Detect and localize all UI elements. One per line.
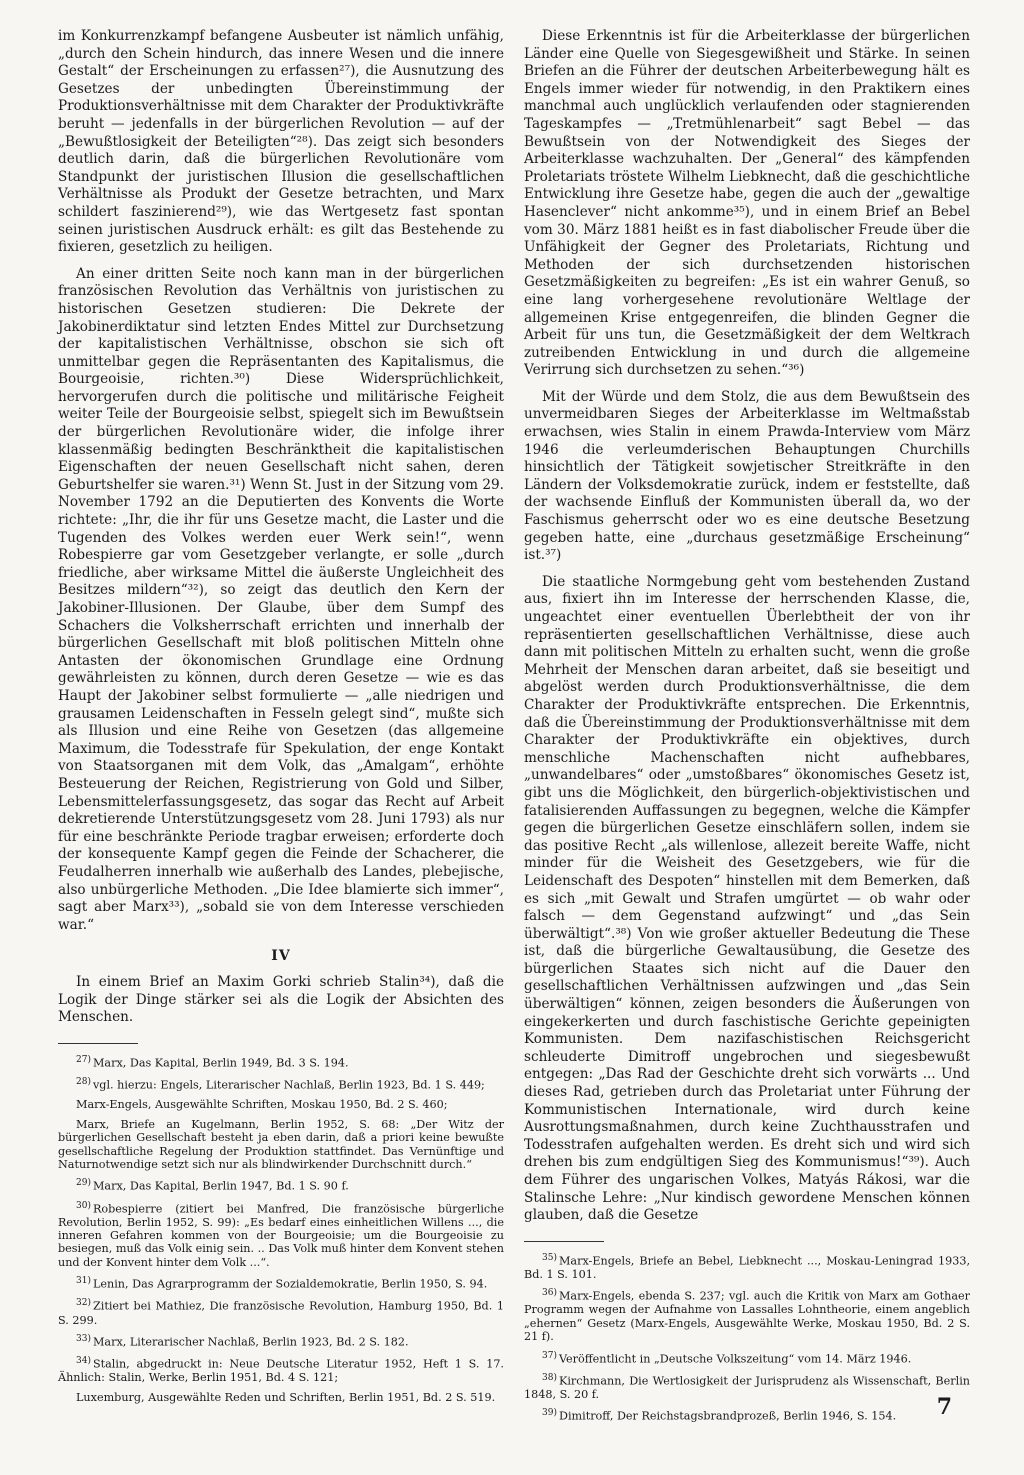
footnote: Marx-Engels, Ausgewählte Schriften, Moskau 1950, Bd. 2 S. 460; [76, 1098, 448, 1112]
footnote: $^{32)}$ Zitiert bei Mathiez, Die französische Revolution, Hamburg 1950, Bd. 1 S. 299. [58, 1298, 504, 1327]
body-paragraph: An einer dritten Seite noch kann man in der bürgerlichen französischen Revolution das Verhältnis von juristischen zu historischen Gesetzen studieren: Die Dekrete der Jakobinerdiktatur sind letzten Endes Mittel zur Durchsetzung der kapitalistischen Verhältnisse, obschon sie sich oft unmittelbar gegen die Repräsentanten des Kapitalismus, die Bourgeoisie, richten.³⁰) Diese Widersprüchlichkeit, hervorgerufen durch die politische und militärische Feigheit weiter Teile der Bourgeoisie selbst, spiegelt sich im Bewußtsein der bürgerlichen Revolutionäre wider, die infolge ihrer klassenmäßig bedingten Beschränktheit die kapitalistischen Eigenschaften der neuen Gesellschaft nicht sahen, deren Geburtshelfer sie waren.³¹) Wenn St. Just in der Sitzung vom 29. November 1792 an die Deputierten des Konvents die Worte richtete: „Ihr, die ihr für uns Gesetze macht, die Laster und die Tugenden des Volkes werden euer Werk sein!“, wenn Robespierre gar vom Gesetzgeber verlangte, er solle „durch friedliche, aber wirksame Mittel die äußerste Ungleichheit des Besitzes mildern“³²), so zeigt das deutlich den Kern der Jakobiner-Illusionen. Der Glaube, über dem Sumpf des Schachers die Volksherrschaft errichten und innerhalb der bürgerlichen Gesellschaft mit bloß politischen Mitteln ohne Antasten der ökonomischen Grundlage eine Ordnung gewährleisten zu können, durch deren Gesetze — wie es das Haupt der Jakobiner selbst formulierte — „alle niedrigen und grausamen Leidenschaften in Fesseln gelegt sind“, mußte sich als Illusion und eine Reihe von Gesetzen (das allgemeine Maximum, die Todesstrafe für Spekulation, der enge Kontakt von Staatsorganen mit dem Volk, das „Amalgam“, erhöhte Besteuerung der Reichen, Registrierung von Gold und Silber, Lebensmittelerfassungsgesetz, das sogar das Recht auf Arbeit dekretierende Unterstützungsgesetz vom 28. Juni 1793) als nur für eine beschränkte Periode tragbar erweisen; erforderte doch der konsequente Kampf gegen die Feinde der Schacherer, die Feudalherren innerhalb wie außerhalb des Landes, plebejische, also unbürgerliche Methoden. „Die Idee blamierte sich immer“, sagt aber Marx³³), „sobald sie von dem Interesse verschieden war.“ [58, 265, 504, 933]
footnotes-right [524, 1252, 970, 1424]
body-paragraph: Diese Erkenntnis ist für die Arbeiterklasse der bürgerlichen Länder eine Quelle von Siegesgewißheit und Stärke. In seinen Briefen an die Führer der deutschen Arbeiterbewegung hält es Engels immer wieder für notwendig, in den Praktikern eines manchmal auch unglücklich verlaufenden oder stagnierenden Tageskampfes — „Tretmühlenarbeit“ sagt Bebel — das Bewußtsein von der Notwendigkeit des Sieges der Arbeiterklasse wachzuhalten. Der „General“ des kämpfenden Proletariats tröstete Wilhelm Liebknecht, daß die geschichtliche Entwicklung ihre Gesetze habe, gegen die auch der „gewaltige Hasenclever“ nicht ankomme³⁵), und in einem Brief an Bebel vom 30. März 1881 heißt es in fast diabolischer Freude über die Unfähigkeit der Gegner des Proletariats, Richtung und Methoden der sich durchsetzenden historischen Gesetzmäßigkeiten zu begreifen: „Es ist ein wahrer Genuß, so eine lang vorhergesehene revolutionäre Weltlage der allgemeinen Krise entgegenreifen, die blinden Gegner die Arbeit für uns tun, die Gesetzmäßigkeit der dem Weltkrach zutreibenden Entwicklung in und durch die allgemeine Verirrung sich durchsetzen zu sehen.“³⁶) [524, 28, 970, 379]
section-heading: IV [271, 948, 291, 965]
body-paragraph: Die staatliche Normgebung geht vom bestehenden Zustand aus, fixiert ihn im Interesse der herrschenden Klasse, die, ungeachtet einer eventuellen Überlebtheit der von ihr repräsentierten gesellschaftlichen Verhältnisse, diese auch dann mit politischen Mitteln zu erhalten sucht, wenn die große Mehrheit der Menschen daran arbeitet, daß sie beseitigt und abgelöst werden durch Produktionsverhältnisse, die dem Charakter der Produktivkräfte entsprechen. Die Erkenntnis, daß die Übereinstimmung der Produktionsverhältnisse mit dem Charakter der Produktivkräfte ein objektives, durch menschliche Machenschaften nicht aufhebbares, „unwandelbares“ oder „umstoßbares“ ökonomisches Gesetz ist, gibt uns die Möglichkeit, den bürgerlich-objektivistischen und fatalisierenden Auffassungen zu begegnen, welche die Kämpfer gegen die bürgerlichen Gesetze einschläfern sollen, indem sie das positive Recht „als willenlose, allezeit bereite Waffe, nicht minder für die Weisheit des Gesetzgebers, wie für die Leidenschaft des Despoten“ hinstellen mit dem Bemerken, daß es sich „mit Gewalt und Strafen umgürtet — ob wahr oder falsch — dem Gegenstand aufzwingt“ und „das Sein überwältigt“.³⁸) Von wie großer aktueller Bedeutung die These ist, daß die bürgerliche Gewaltausübung, die Gesetze des bürgerlichen Staates sich nicht auf die Dauer den gesellschaftlichen Verhältnissen aufzwingen und „das Sein überwältigen“ können, zeigen besonders die Äußerungen von eingekerkerten und durch faschistische Gerichte gepeinigten Kommunisten. Dem nazifaschistischen Reichsgericht schleuderte Dimitroff ungebrochen und siegesbewußt entgegen: „Das Rad der Geschichte dreht sich vorwärts ... Und dieses Rad, getrieben durch das Proletariat unter Führung der Kommunistischen Internationale, wird durch keine Ausrottungsmaßnahmen, durch keine Zuchthausstrafen und Todesstrafen aufgehalten werden. Es dreht sich und wird sich drehen bis zum endgültigen Sieg des Kommunismus!“³⁹). Auch dem Führer des ungarischen Volkes, Matyás Rákosi, war die Stalinsche Lehre: „Nur kindisch gewordene Menschen können glauben, daß die Gesetze [524, 573, 970, 1224]
left-column [58, 28, 504, 1410]
footnote: $^{28)}$ vgl. hierzu: Engels, Literarischer Nachlaß, Berlin 1923, Bd. 1 S. 449; [76, 1077, 485, 1092]
footnote: $^{35)}$ Marx-Engels, Briefe an Bebel, Liebknecht ..., Moskau-Leningrad 1933, Bd. 1 S. 101. [524, 1252, 970, 1281]
footnote: $^{39)}$ Dimitroff, Der Reichstagsbrandprozeß, Berlin 1946, S. 154. [542, 1408, 897, 1424]
footnote: $^{36)}$ Marx-Engels, ebenda S. 237; vgl. auch die Kritik von Marx am Gothaer Programm wegen der Aufnahme von Lassalles Lohntheorie, einem angeblich „ehernen“ Gesetz (Marx-Engels, Ausgewählte Werke, Moskau 1950, Bd. 2 S. 21 f). [524, 1288, 970, 1344]
page-number: 7 [936, 1394, 952, 1420]
right-column [524, 28, 970, 1430]
footnote: $^{37)}$ Veröffentlicht in „Deutsche Volkszeitung“ vom 14. März 1946. [542, 1350, 912, 1366]
footnote: $^{31)}$ Lenin, Das Agrarprogramm der Sozialdemokratie, Berlin 1950, S. 94. [76, 1276, 488, 1292]
footnote-divider [58, 1043, 138, 1044]
footnote: $^{30)}$ Robespierre (zitiert bei Manfred, Die französische bürgerliche Revolution, Berlin 1952, S. 99): „Es bedarf eines einheitlichen Willens ..., die inneren Gefahren kommen von der Bourgeoisie; um die Bourgeoisie zu besiegen, muß das Volk einig sein. .. Das Volk muß hinter dem Konvent stehen und der Konvent hinter dem Volk ...“. [58, 1200, 504, 1269]
footnote-divider [524, 1241, 604, 1242]
footnote: $^{38)}$ Kirchmann, Die Wertlosigkeit der Jurisprudenz als Wissenschaft, Berlin 1848, S. 20 f. [524, 1372, 970, 1401]
footnotes-left [58, 1054, 504, 1404]
footnote: $^{27)}$ Marx, Das Kapital, Berlin 1949, Bd. 3 S. 194. [76, 1055, 349, 1070]
footnote: Luxemburg, Ausgewählte Reden und Schriften, Berlin 1951, Bd. 2 S. 519. [76, 1390, 496, 1404]
footnote: $^{33)}$ Marx, Literarischer Nachlaß, Berlin 1923, Bd. 2 S. 182. [76, 1333, 409, 1349]
footnote: Marx, Briefe an Kugelmann, Berlin 1952, S. 68: „Der Witz der bürgerlichen Gesellschaft besteht ja eben darin, daß a priori keine bewußte gesellschaftliche Regelung der Produktion stattfindet. Das Vernünftige und Naturnotwendige setzt sich nur als blindwirkender Durchschnitt durch.“ [58, 1117, 504, 1171]
body-paragraph: In einem Brief an Maxim Gorki schrieb Stalin³⁴), daß die Logik der Dinge stärker sei als die Logik der Absichten des Menschen. [58, 974, 504, 1026]
footnote: $^{34)}$ Stalin, abgedruckt in: Neue Deutsche Literatur 1952, Heft 1 S. 17. Ähnlich: Stalin, Werke, Berlin 1951, Bd. 4 S. 121; [58, 1356, 504, 1385]
body-paragraph: im Konkurrenzkampf befangene Ausbeuter ist nämlich unfähig, „durch den Schein hindurch, das innere Wesen und die innere Gestalt“ der Erscheinungen zu erfassen²⁷), die Ausnutzung des Gesetzes der unbedingten Übereinstimmung der Produktionsverhältnisse mit dem Charakter der Produktivkräfte beruht — jedenfalls in der bürgerlichen Revolution — auf der „Bewußtlosigkeit der Beteiligten“²⁸). Das zeigt sich besonders deutlich darin, daß die bürgerlichen Revolutionäre vom Standpunkt der juristischen Illusion die gesellschaftlichen Verhältnisse als Produkt der Gesetze betrachten, und Marx schildert faszinierend²⁹), wie das Wertgesetz fast spontan seinen juristischen Ausdruck erhält: es gilt das Bestehende zu fixieren, gesetzlich zu heiligen. [58, 28, 504, 256]
footnote: $^{29)}$ Marx, Das Kapital, Berlin 1947, Bd. 1 S. 90 f. [76, 1178, 349, 1194]
body-paragraph: Mit der Würde und dem Stolz, die aus dem Bewußtsein des unvermeidbaren Sieges der Arbeiterklasse im Weltmaßstab erwachsen, wies Stalin in einem Prawda-Interview vom März 1946 die verleumderischen Behauptungen Churchills hinsichtlich der Tätigkeit sowjetischer Streitkräfte in den Ländern der Volksdemokratie zurück, indem er feststellte, daß der wachsende Einfluß der Kommunisten überall da, wo der Faschismus geherrscht oder wo es eine deutsche Besetzung gegeben hatte, eine „durchaus gesetzmäßige Erscheinung“ ist.³⁷) [524, 388, 970, 564]
